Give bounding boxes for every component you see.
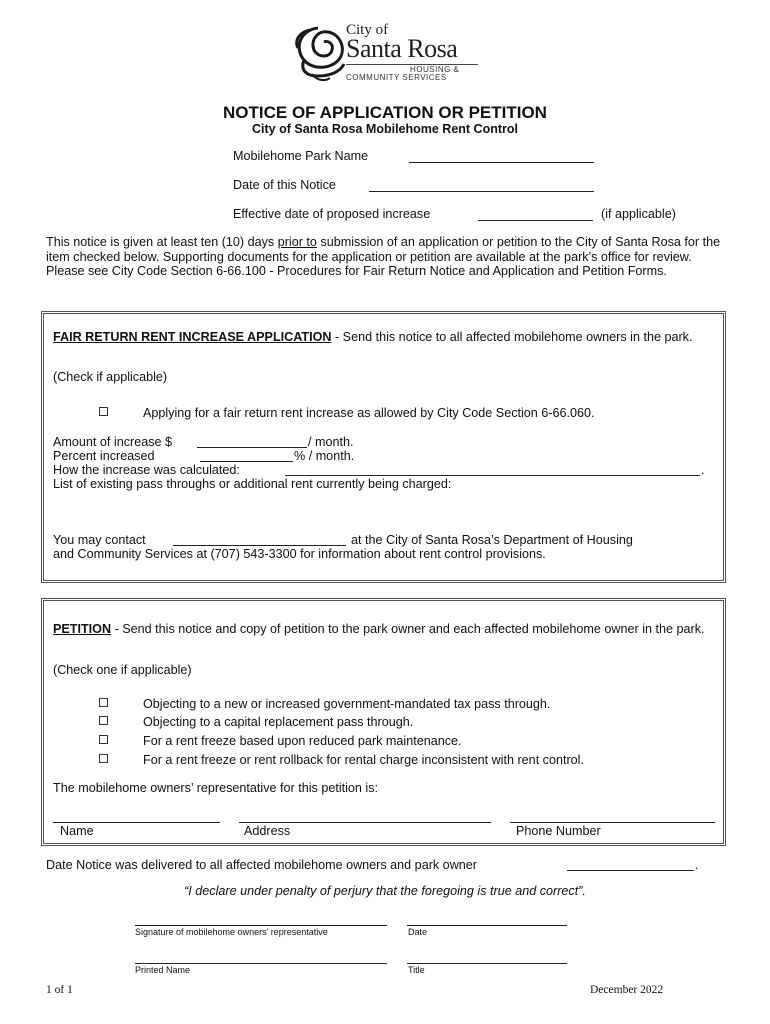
contact-label-1: You may contact	[53, 533, 146, 547]
perjury-declaration: “I declare under penalty of perjury that the foregoing is true and correct”.	[184, 884, 586, 898]
rep-name-line[interactable]	[53, 822, 220, 823]
petition-option-checkbox[interactable]	[99, 754, 108, 763]
contact-input-line[interactable]	[173, 545, 346, 546]
amount-input-line[interactable]	[197, 447, 307, 448]
petition-option-label: For a rent freeze or rent rollback for rental charge inconsistent with rent control.	[143, 753, 584, 767]
fair-return-instruction: - Send this notice to all affected mobilehome owners in the park.	[331, 330, 693, 344]
intro-paragraph	[46, 235, 726, 279]
petition-option-label: For a rent freeze based upon reduced park maintenance.	[143, 734, 462, 748]
intro-underlined: prior to	[277, 235, 317, 249]
rep-address-line[interactable]	[239, 822, 491, 823]
rep-phone-line[interactable]	[510, 822, 715, 823]
effective-date-field	[233, 207, 430, 221]
delivery-date-label: Date Notice was delivered to all affected mobilehome owners and park owner	[46, 858, 477, 872]
rep-address-caption: Address	[244, 824, 291, 838]
intro-text-1: This notice is given at least ten (10) days	[46, 235, 278, 249]
title-caption: Title	[408, 965, 425, 975]
petition-option-checkbox[interactable]	[99, 698, 108, 707]
existing-pass-throughs-label: List of existing pass throughs or additional rent currently being charged:	[53, 477, 452, 491]
park-name-input-line[interactable]	[409, 162, 594, 163]
amount-suffix: / month.	[308, 435, 354, 449]
percent-input-line[interactable]	[200, 461, 293, 462]
intro-text-2: submission of an application or petition to the City of Santa Rosa for the item checked below. Supporting documents for the application or petition are available at the park’s office for review. Please see City Code Section 6-66.100 - Procedures for Fair Return Notice and Application and Petition Forms.	[46, 235, 721, 278]
page-subtitle: City of Santa Rosa Mobilehome Rent Control	[252, 122, 518, 136]
delivery-date-period: .	[695, 858, 699, 872]
effective-date-input-line[interactable]	[478, 220, 593, 221]
date-notice-field	[233, 178, 336, 192]
signature-line[interactable]	[135, 925, 387, 926]
how-calculated-label: How the increase was calculated:	[53, 463, 240, 477]
petition-option-checkbox[interactable]	[99, 716, 108, 725]
page-title: NOTICE OF APPLICATION OR PETITION	[223, 103, 547, 122]
effective-date-label: Effective date of proposed increase	[233, 207, 431, 221]
representative-label: The mobilehome owners’ representative for this petition is:	[53, 781, 379, 795]
printed-name-line[interactable]	[135, 963, 387, 964]
contact-line-2: and Community Services at (707) 543-3300 for information about rent control provisions.	[53, 547, 546, 561]
signature-caption: Signature of mobilehome owners’ representative	[135, 927, 328, 937]
page-number: 1 of 1	[46, 984, 73, 996]
date-notice-label: Date of this Notice	[233, 178, 336, 192]
signature-date-caption: Date	[408, 927, 428, 937]
percent-label: Percent increased	[53, 449, 155, 463]
petition-heading	[53, 622, 718, 637]
logo-santa-rosa: Santa Rosa	[346, 34, 458, 63]
fair-return-heading	[53, 330, 713, 345]
park-name-label: Mobilehome Park Name	[233, 149, 369, 163]
if-applicable-note: (if applicable)	[601, 207, 676, 221]
rep-name-caption: Name	[60, 824, 94, 838]
signature-date-line[interactable]	[407, 925, 567, 926]
fair-return-checkbox[interactable]	[99, 407, 108, 416]
petition-instruction: - Send this notice and copy of petition to the park owner and each affected mobilehome owner in the park.	[111, 622, 705, 636]
fair-return-checkbox-label: Applying for a fair return rent increase as allowed by City Code Section 6-66.060.	[143, 406, 595, 420]
logo-dept-line2: COMMUNITY SERVICES	[346, 73, 447, 82]
petition-check-note: (Check one if applicable)	[53, 663, 192, 677]
logo-dept-line1: HOUSING &	[410, 65, 460, 74]
fair-return-check-note: (Check if applicable)	[53, 370, 168, 384]
contact-label-2: at the City of Santa Rosa’s Department of Housing	[351, 533, 633, 547]
how-calculated-input-line[interactable]	[285, 475, 700, 476]
percent-suffix: % / month.	[294, 449, 355, 463]
title-line[interactable]	[407, 963, 567, 964]
petition-title: PETITION	[53, 622, 112, 636]
petition-option-label: Objecting to a new or increased government-mandated tax pass through.	[143, 697, 551, 711]
petition-option-checkbox[interactable]	[99, 735, 108, 744]
printed-name-caption: Printed Name	[135, 965, 191, 975]
revision-date: December 2022	[590, 984, 664, 996]
delivery-date-input-line[interactable]	[567, 870, 694, 871]
date-notice-input-line[interactable]	[369, 191, 594, 192]
fair-return-title: FAIR RETURN RENT INCREASE APPLICATION	[53, 330, 332, 344]
logo-city-of: City of	[346, 22, 389, 38]
petition-option-label: Objecting to a capital replacement pass through.	[143, 715, 414, 729]
how-calculated-period: .	[701, 463, 705, 477]
rep-phone-caption: Phone Number	[516, 824, 601, 838]
park-name-field	[233, 149, 368, 163]
amount-label: Amount of increase $	[53, 435, 173, 449]
